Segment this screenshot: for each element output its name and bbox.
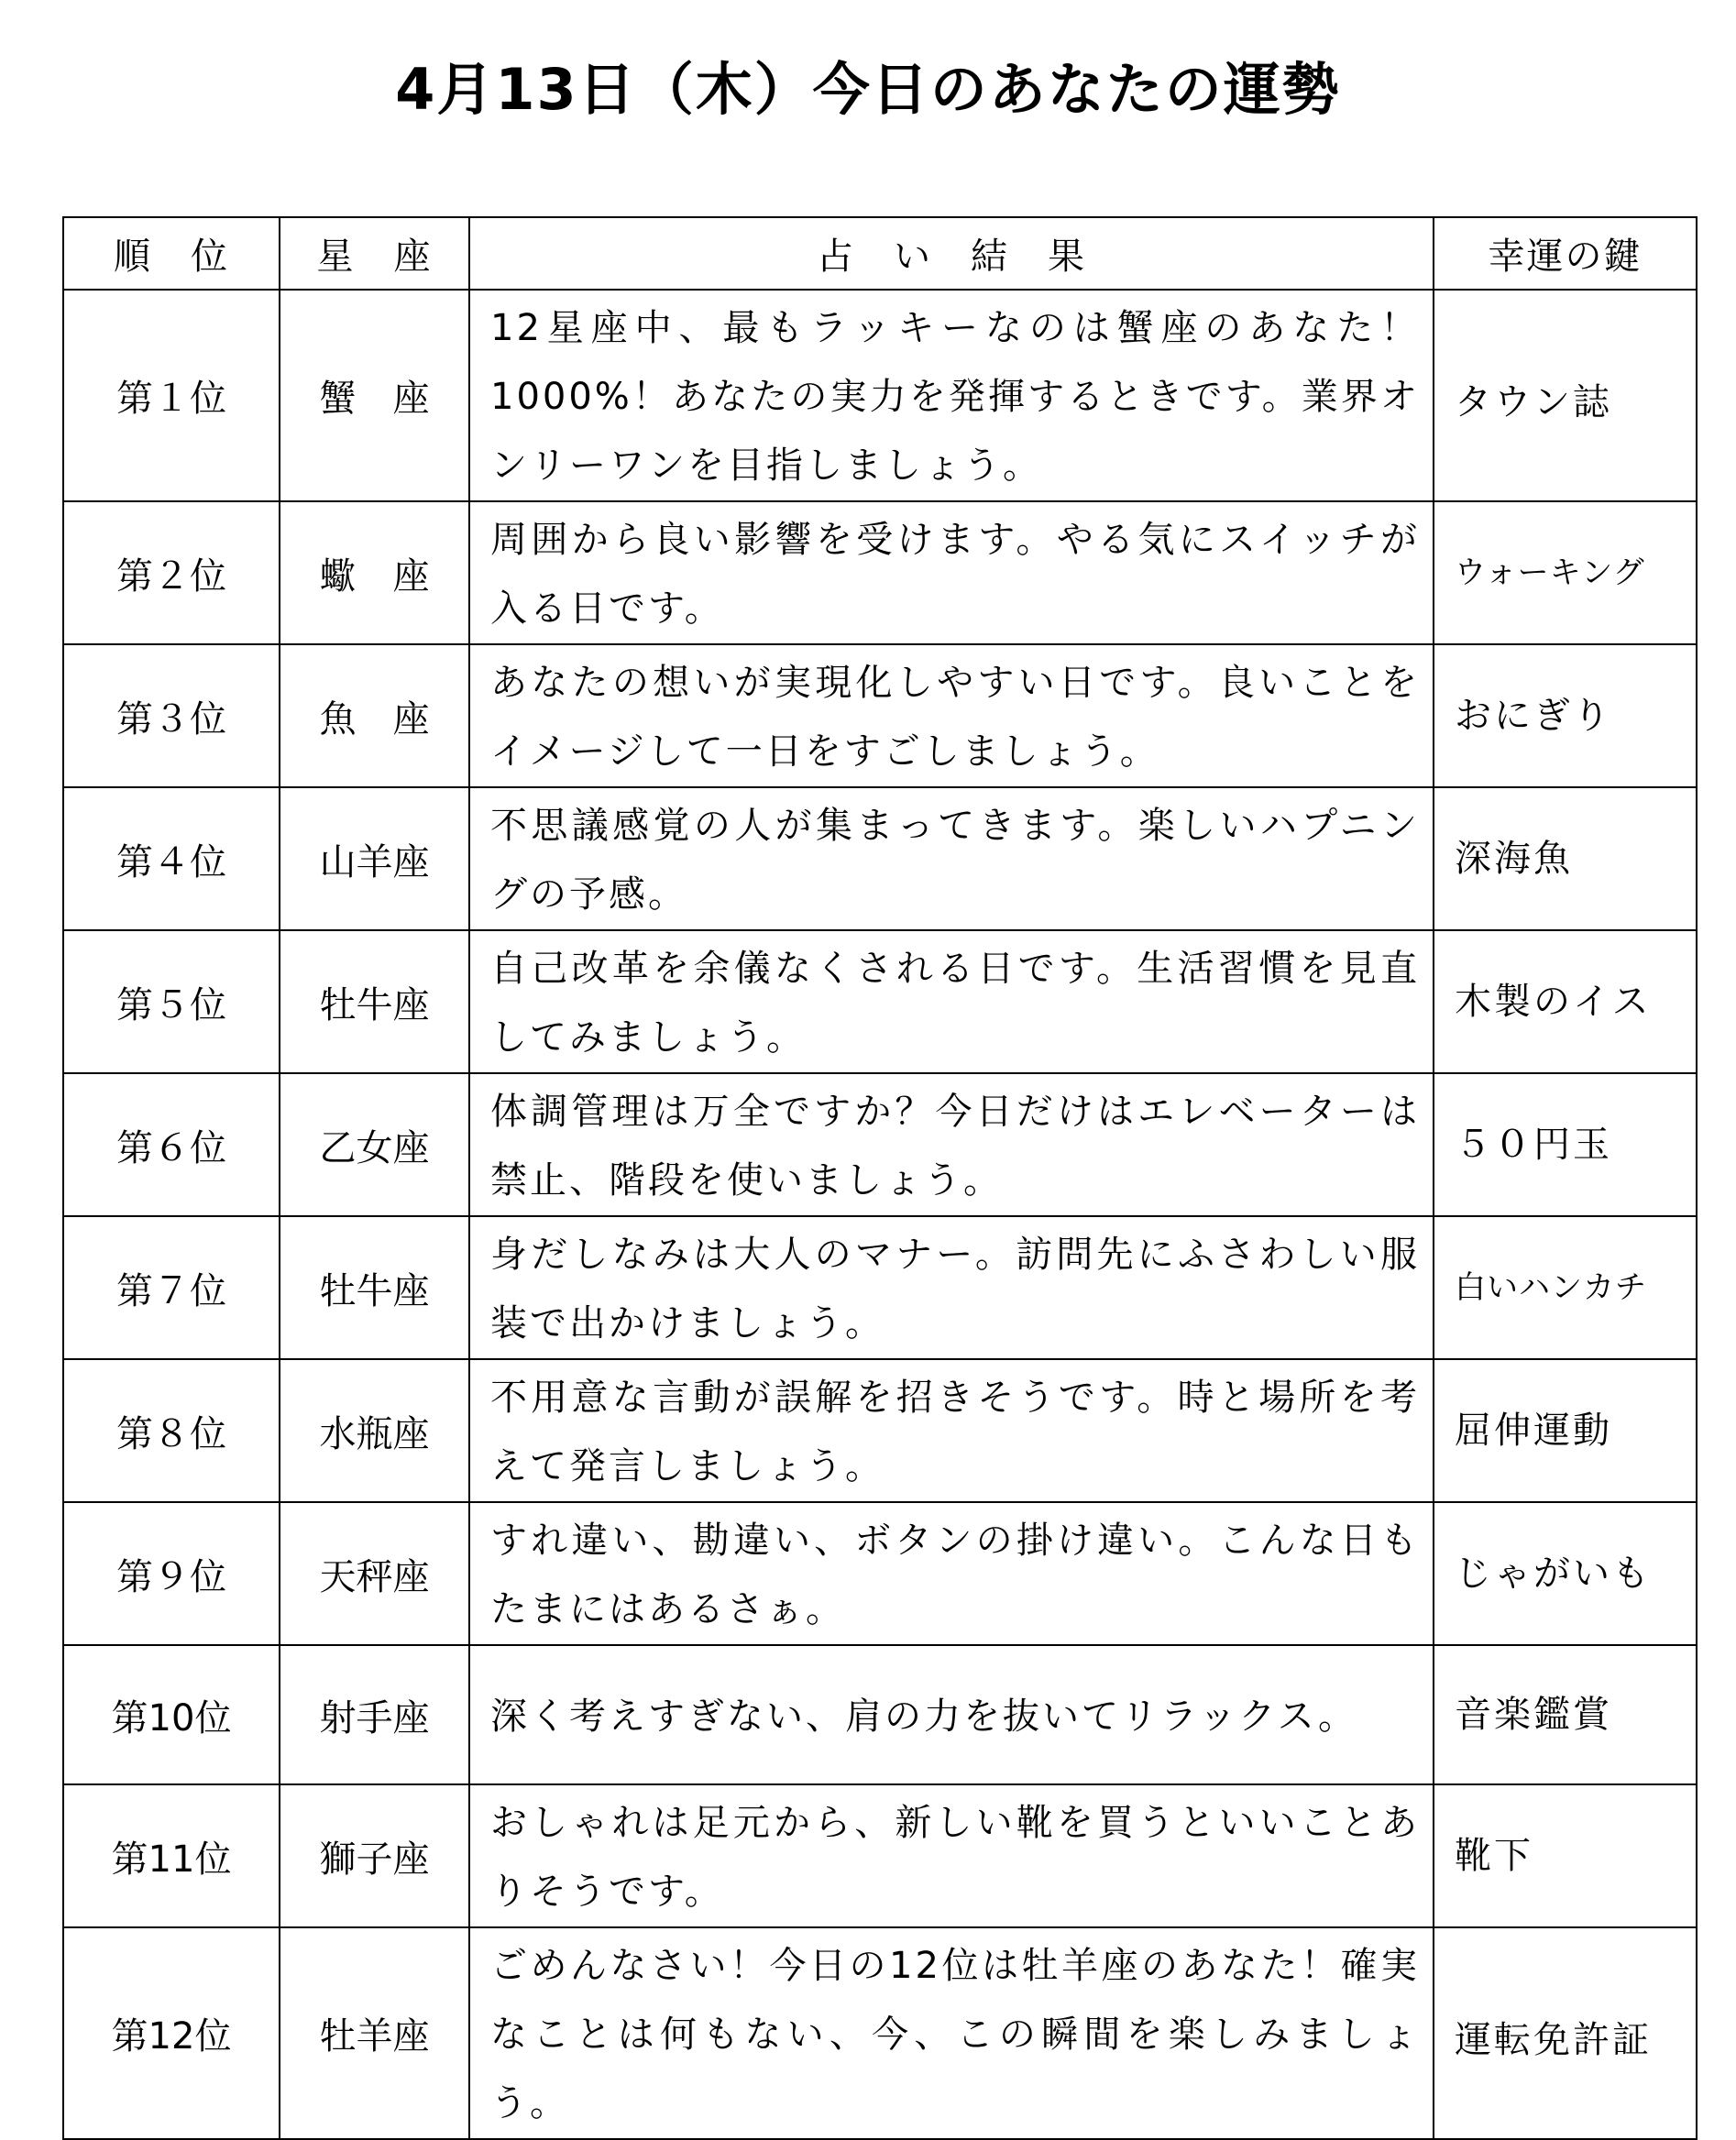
sign-cell: 牡羊座 <box>280 1927 469 2139</box>
rank-cell: 第６位 <box>63 1073 280 1216</box>
rank-cell: 第７位 <box>63 1216 280 1359</box>
rank-cell: 第４位 <box>63 787 280 930</box>
sign-cell: 魚 座 <box>280 644 469 787</box>
table-row <box>63 930 1697 1073</box>
table-header-row <box>63 217 1697 290</box>
sign-cell: 乙女座 <box>280 1073 469 1216</box>
result-cell: 体調管理は万全ですか？今日だけはエレベーターは禁止、階段を使いましょう。 <box>469 1073 1434 1216</box>
lucky-key-cell: 木製のイス <box>1434 930 1697 1073</box>
header-sign: 星 座 <box>280 217 469 290</box>
result-cell: 不用意な言動が誤解を招きそうです。時と場所を考えて発言しましょう。 <box>469 1359 1434 1502</box>
lucky-key-cell: 靴下 <box>1434 1784 1697 1927</box>
sign-cell: 蟹 座 <box>280 290 469 501</box>
fortune-table <box>62 216 1698 2140</box>
lucky-key-cell: 深海魚 <box>1434 787 1697 930</box>
result-cell: 自己改革を余儀なくされる日です。生活習慣を見直してみましょう。 <box>469 930 1434 1073</box>
table-row <box>63 290 1697 501</box>
table-row <box>63 1073 1697 1216</box>
table-row <box>63 1645 1697 1784</box>
table-row <box>63 1502 1697 1645</box>
rank-cell: 第２位 <box>63 501 280 644</box>
rank-cell: 第９位 <box>63 1502 280 1645</box>
table-row <box>63 1784 1697 1927</box>
sign-cell: 牡牛座 <box>280 1216 469 1359</box>
result-cell: 周囲から良い影響を受けます。やる気にスイッチが入る日です。 <box>469 501 1434 644</box>
lucky-key-cell: 屈伸運動 <box>1434 1359 1697 1502</box>
sign-cell: 獅子座 <box>280 1784 469 1927</box>
lucky-key-cell: ５０円玉 <box>1434 1073 1697 1216</box>
header-rank: 順 位 <box>63 217 280 290</box>
lucky-key-cell: 音楽鑑賞 <box>1434 1645 1697 1784</box>
result-cell: すれ違い、勘違い、ボタンの掛け違い。こんな日もたまにはあるさぁ。 <box>469 1502 1434 1645</box>
header-result: 占 い 結 果 <box>469 217 1434 290</box>
page-title: 4月13日（木）今日のあなたの運勢 <box>395 56 1341 123</box>
result-cell: おしゃれは足元から、新しい靴を買うといいことありそうです。 <box>469 1784 1434 1927</box>
result-cell: ごめんなさい！今日の12位は牡羊座のあなた！確実なことは何もない、今、この瞬間を楽しみましょう。 <box>469 1927 1434 2139</box>
table-row <box>63 1216 1697 1359</box>
rank-cell: 第11位 <box>63 1784 280 1927</box>
sign-cell: 射手座 <box>280 1645 469 1784</box>
rank-cell: 第12位 <box>63 1927 280 2139</box>
lucky-key-cell: おにぎり <box>1434 644 1697 787</box>
result-cell: 不思議感覚の人が集まってきます。楽しいハプニングの予感。 <box>469 787 1434 930</box>
sign-cell: 蠍 座 <box>280 501 469 644</box>
rank-cell: 第10位 <box>63 1645 280 1784</box>
sign-cell: 水瓶座 <box>280 1359 469 1502</box>
rank-cell: 第８位 <box>63 1359 280 1502</box>
header-key: 幸運の鍵 <box>1434 217 1697 290</box>
lucky-key-cell: 運転免許証 <box>1434 1927 1697 2139</box>
rank-cell: 第３位 <box>63 644 280 787</box>
lucky-key-cell: ウォーキング <box>1434 501 1697 644</box>
sign-cell: 牡牛座 <box>280 930 469 1073</box>
lucky-key-cell: 白いハンカチ <box>1434 1216 1697 1359</box>
table-row <box>63 1927 1697 2139</box>
result-cell: 12星座中、最もラッキーなのは蟹座のあなた！1000%！あなたの実力を発揮するときです。業界オンリーワンを目指しましょう。 <box>469 290 1434 501</box>
table-row <box>63 501 1697 644</box>
result-cell: 深く考えすぎない、肩の力を抜いてリラックス。 <box>469 1645 1434 1784</box>
rank-cell: 第５位 <box>63 930 280 1073</box>
result-cell: 身だしなみは大人のマナー。訪問先にふさわしい服装で出かけましょう。 <box>469 1216 1434 1359</box>
sign-cell: 天秤座 <box>280 1502 469 1645</box>
table-row <box>63 787 1697 930</box>
result-cell: あなたの想いが実現化しやすい日です。良いことをイメージして一日をすごしましょう。 <box>469 644 1434 787</box>
table-row <box>63 644 1697 787</box>
lucky-key-cell: タウン誌 <box>1434 290 1697 501</box>
lucky-key-cell: じゃがいも <box>1434 1502 1697 1645</box>
table-row <box>63 1359 1697 1502</box>
rank-cell: 第１位 <box>63 290 280 501</box>
sign-cell: 山羊座 <box>280 787 469 930</box>
